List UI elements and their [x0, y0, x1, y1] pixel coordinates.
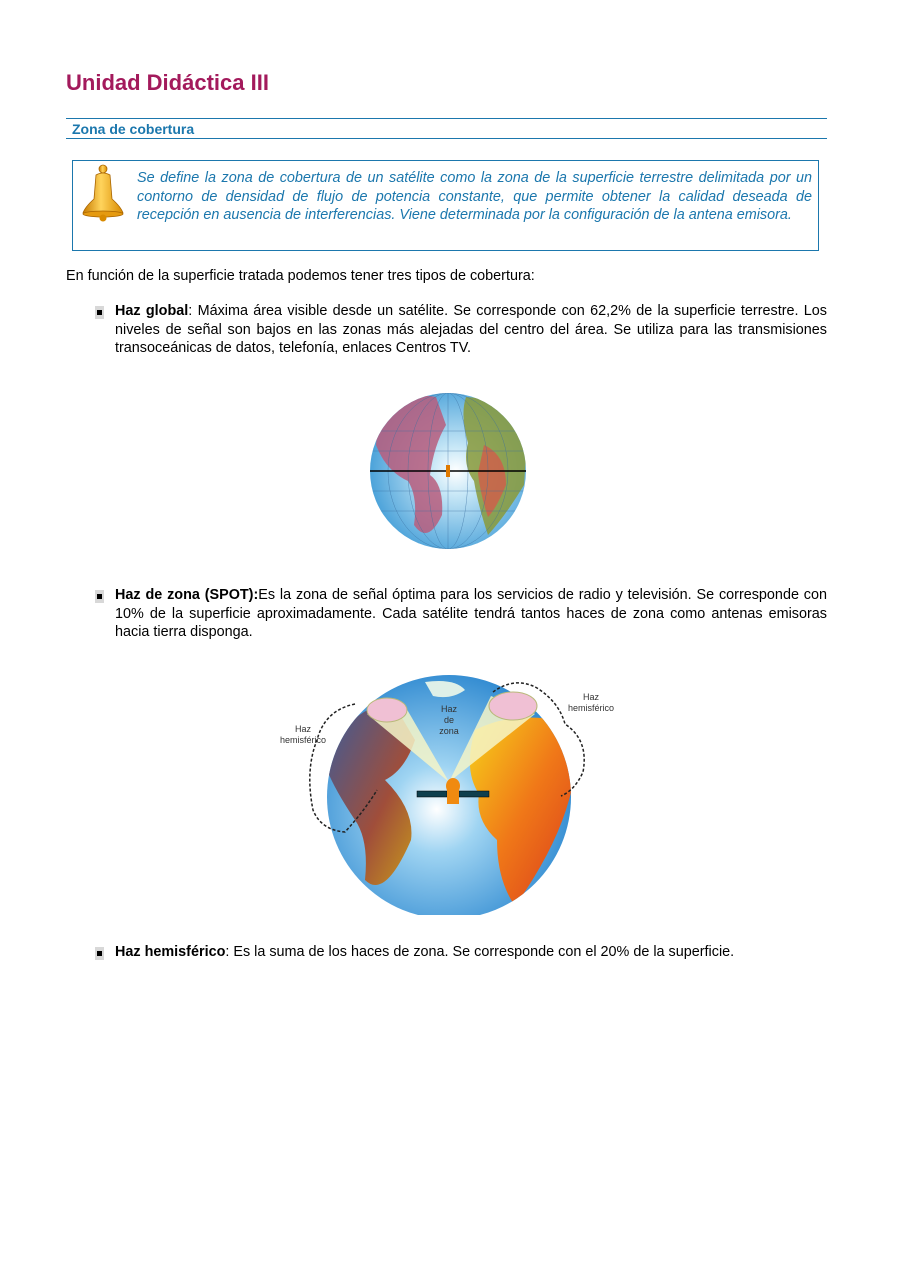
intro-paragraph: En función de la superficie tratada podemos tener tres tipos de cobertura: [66, 268, 535, 284]
label-right-hemisferico: hemisférico [567, 703, 615, 713]
bullet-icon [95, 947, 104, 960]
spot-beam-figure [265, 670, 630, 915]
item-text: : Es la suma de los haces de zona. Se corresponde con el 20% de la superficie. [225, 944, 735, 960]
item-term: Haz global [115, 303, 189, 319]
bullet-icon [95, 306, 104, 319]
label-center-haz: Haz [440, 704, 458, 714]
label-right-haz: Haz [582, 692, 600, 702]
list-item-haz-zona [115, 586, 827, 642]
section-title: Zona de cobertura [72, 121, 195, 137]
bullet-icon [95, 590, 104, 603]
label-left-haz: Haz [294, 724, 312, 734]
list-item-haz-hemisferico [115, 943, 827, 962]
label-left-hemisferico: hemisférico [279, 735, 327, 745]
page-title: Unidad Didáctica III [66, 70, 269, 95]
globe-figure [356, 385, 534, 557]
label-center-de: de [443, 715, 455, 725]
bell-icon [81, 163, 125, 223]
definition-note [72, 160, 819, 251]
note-text: Se define la zona de cobertura de un satélite como la zona de la superficie terrestre delimitada por un contorno de densidad de flujo de potencia constante, que permite obtener la calidad deseada de recepción en ausencia de interferencias. Viene determinada por la configuración de la antena emisora. [137, 170, 812, 223]
label-center-zona: zona [439, 726, 459, 736]
section-header [66, 118, 827, 139]
list-item-haz-global [115, 302, 827, 358]
item-text: : Máxima área visible desde un satélite. Se corresponde con 62,2% de la superficie terrestre. Los niveles de señal son bajos en las zonas más alejadas del centro del área. Se utiliza para las transmisiones transoceánicas de datos, telefonía, enlaces Centros TV. [115, 303, 827, 356]
item-term: Haz de zona (SPOT): [115, 587, 259, 603]
item-term: Haz hemisférico [115, 944, 226, 960]
item-text: Es la zona de señal óptima para los servicios de radio y televisión. Se corresponde con 10% de la superficie aproximadamente. Cada satélite tendrá tantos haces de zona como antenas emisoras hacia tierra disponga. [115, 587, 827, 640]
